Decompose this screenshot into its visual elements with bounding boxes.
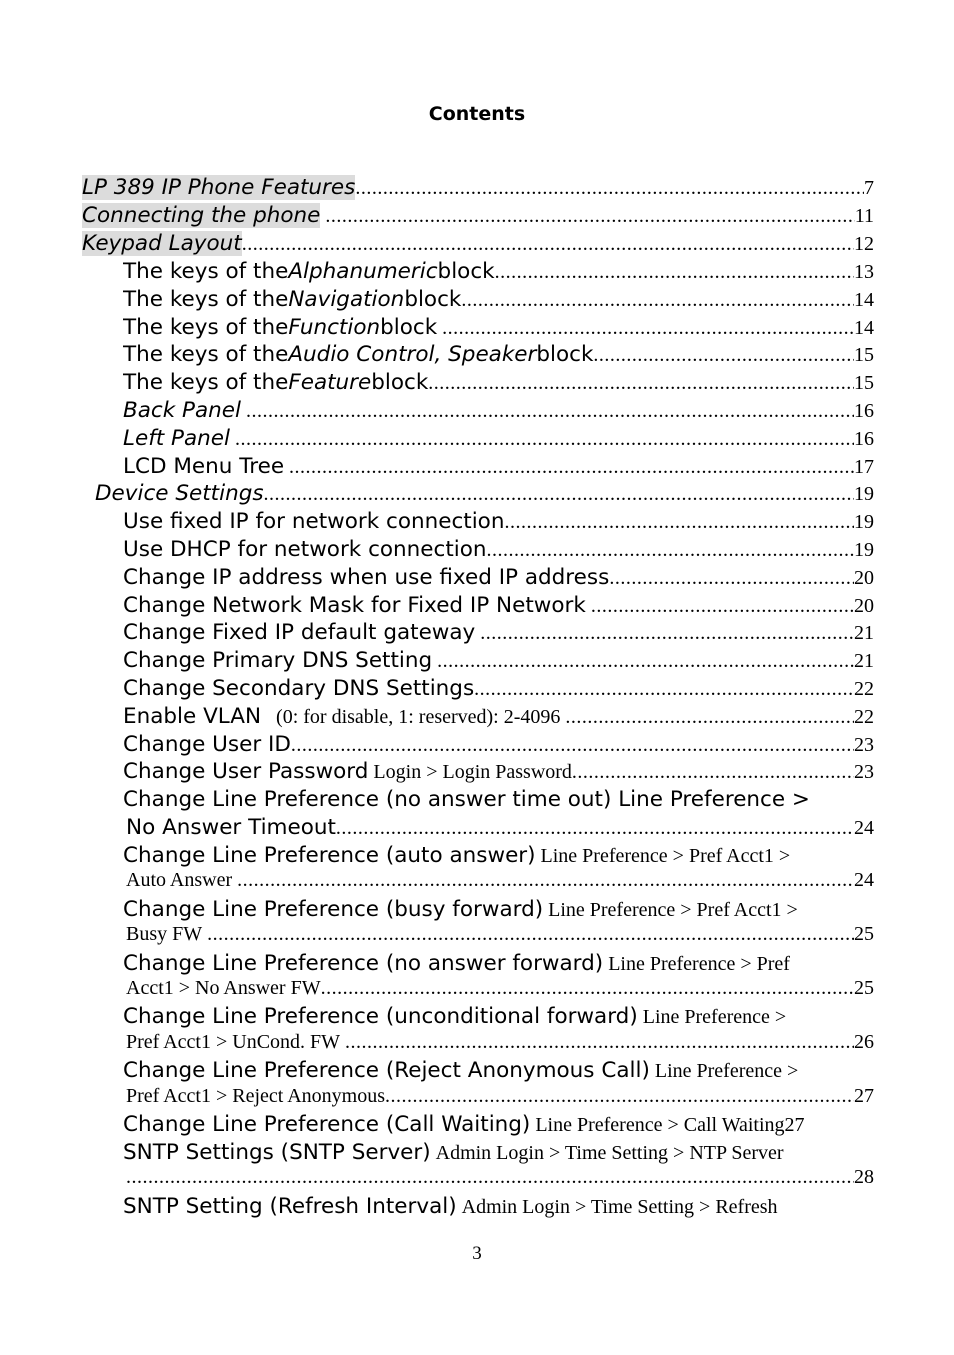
toc-entry[interactable]	[123, 732, 874, 760]
toc-page-number: 16	[854, 428, 874, 450]
toc-entry-subtitle: (0: for disable, 1: reserved): 2-4096	[276, 706, 561, 728]
toc-entry-subtitle: Line Preference > Pref Acct1 >	[540, 845, 791, 867]
toc-entry-title: Use DHCP for network connection	[123, 537, 487, 562]
toc-entry[interactable]	[82, 231, 874, 259]
toc-page-number: 12	[854, 233, 874, 255]
toc-page-number: 11	[854, 205, 874, 227]
toc-page-number: 13	[854, 261, 874, 283]
toc-entry-title: Change Line Preference (auto answer)	[123, 843, 536, 868]
toc-entry[interactable]	[123, 537, 874, 565]
toc-entry-line[interactable]	[123, 843, 874, 871]
toc-entry-line[interactable]	[123, 1140, 874, 1168]
toc-page-number: 19	[854, 539, 874, 561]
toc-entry-subtitle: Login > Login Password	[373, 761, 572, 783]
toc-entry-title: SNTP Setting (Refresh Interval)	[123, 1194, 457, 1219]
toc-page-number: 19	[854, 483, 874, 505]
toc-entry[interactable]	[123, 1112, 876, 1140]
toc-entry[interactable]	[123, 648, 874, 676]
toc-entry-continuation[interactable]: Auto Answer ..... 24	[126, 869, 874, 897]
toc-entry-title: Change Line Preference (no answer forward)	[123, 951, 604, 976]
toc-entry[interactable]	[82, 175, 874, 203]
toc-entry-title: Left Panel	[123, 426, 231, 451]
toc-entry-title: Change User ID	[123, 732, 291, 757]
toc-entry[interactable]	[123, 704, 874, 732]
toc-entry-title: Change Secondary DNS Settings	[123, 676, 475, 701]
toc-page-number: 22	[854, 706, 874, 728]
toc-entry[interactable]: The keys of the Navigation block ..... 14	[123, 287, 874, 315]
toc-entry-title: Device Settings	[95, 481, 264, 506]
toc-entry-line[interactable]	[123, 1058, 874, 1086]
toc-page-number: 22	[854, 678, 874, 700]
toc-entry[interactable]	[123, 509, 874, 537]
toc-entry-line[interactable]	[123, 787, 874, 815]
toc-page-number: 19	[854, 511, 874, 533]
toc-page-number: 25	[854, 977, 874, 999]
toc-entry-title: Enable VLAN	[123, 704, 262, 729]
toc-entry[interactable]: The keys of the Alphanumeric block ..... 13	[123, 259, 874, 287]
toc-page-number: 15	[854, 372, 874, 394]
toc-entry-subtitle: Line Preference >	[642, 1006, 787, 1028]
toc-entry-title: Change Line Preference (busy forward)	[123, 897, 544, 922]
toc-entry-line[interactable]	[123, 897, 874, 925]
toc-entry[interactable]	[123, 593, 874, 621]
toc-entry-subtitle: Line Preference > Call Waiting	[535, 1114, 785, 1136]
toc-entry[interactable]	[123, 426, 874, 454]
contents-heading: Contents	[428, 103, 526, 125]
toc-entry-continuation[interactable]: Pref Acct1 > UnCond. FW ..... 26	[126, 1031, 874, 1059]
toc-page-number: 26	[854, 1031, 874, 1053]
toc-page-number: 14	[854, 289, 874, 311]
toc-entry-title: Change Line Preference (Call Waiting)	[123, 1112, 531, 1137]
toc-entry-subtitle: Line Preference >	[654, 1060, 799, 1082]
toc-page-number: 7	[864, 177, 874, 199]
toc-page-number: 25	[854, 923, 874, 945]
toc-entry-title: Change User Password	[123, 759, 369, 784]
toc-entry-title: Change Network Mask for Fixed IP Network	[123, 593, 586, 618]
toc-page-number: 21	[854, 650, 874, 672]
toc-page-number: 27	[854, 1085, 874, 1107]
toc-entry-continuation[interactable]: Busy FW ..... 25	[126, 923, 874, 951]
toc-page-number: 28	[854, 1166, 874, 1188]
toc-entry-continuation[interactable]	[126, 1166, 874, 1194]
toc-page-number: 15	[854, 344, 874, 366]
toc-entry-title: Change Primary DNS Setting	[123, 648, 433, 673]
toc-page-number: 20	[854, 595, 874, 617]
toc-entry[interactable]: The keys of the Feature block ..... 15	[123, 370, 874, 398]
toc-entry-line[interactable]	[123, 951, 874, 979]
toc-entry-continuation[interactable]: Pref Acct1 > Reject Anonymous ..... 27	[126, 1085, 874, 1113]
toc-entry[interactable]	[123, 620, 874, 648]
toc-entry-line[interactable]	[123, 1194, 874, 1222]
toc-entry-title: Back Panel	[123, 398, 241, 423]
toc-page-number: 27	[784, 1114, 805, 1136]
toc-entry-continuation[interactable]: Acct1 > No Answer FW ..... 25	[126, 977, 874, 1005]
toc-entry-title: SNTP Settings (SNTP Server)	[123, 1140, 431, 1165]
toc-entry-line[interactable]	[123, 1004, 874, 1032]
toc-entry-subtitle: Line Preference > Pref	[608, 953, 790, 975]
toc-page-number: 20	[854, 567, 874, 589]
toc-entry-subtitle: Admin Login > Time Setting > Refresh	[461, 1196, 778, 1218]
toc-entry[interactable]	[123, 759, 874, 787]
toc-entry-title: LCD Menu Tree	[123, 454, 285, 479]
toc-entry[interactable]: The keys of the Function block ..... 14	[123, 315, 874, 343]
toc-entry-title: LP 389 IP Phone Features	[82, 175, 356, 200]
toc-page-number: 24	[854, 817, 874, 839]
toc-entry-subtitle: Line Preference > Pref Acct1 >	[548, 899, 798, 921]
toc-entry-title: Keypad Layout	[82, 231, 242, 256]
toc-page-number: 17	[854, 456, 874, 478]
toc-entry-title: Change Line Preference (Reject Anonymous Call)	[123, 1058, 650, 1083]
toc-entry-title: Change Line Preference (unconditional forward)	[123, 1004, 638, 1029]
toc-entry-subtitle: Admin Login > Time Setting > NTP Server	[435, 1142, 784, 1164]
toc-entry[interactable]	[123, 454, 874, 482]
toc-entry[interactable]	[123, 398, 874, 426]
page-number: 3	[472, 1243, 482, 1264]
toc-page-number: 23	[854, 761, 874, 783]
toc-entry-continuation[interactable]: No Answer Timeout ..... 24	[126, 815, 874, 843]
toc-page-number: 21	[854, 622, 874, 644]
toc-entry-title: Change Line Preference (no answer time out) Line Preference >	[123, 787, 810, 812]
toc-page-number: 14	[854, 317, 874, 339]
toc-entry[interactable]: The keys of the Audio Control, Speaker block ..... 15	[123, 342, 874, 370]
toc-entry[interactable]	[123, 565, 874, 593]
toc-entry[interactable]	[82, 203, 874, 231]
toc-page-number: 24	[854, 869, 874, 891]
toc-page-number: 23	[854, 734, 874, 756]
toc-entry-title: Change IP address when use fixed IP address	[123, 565, 610, 590]
toc-entry[interactable]	[95, 481, 874, 509]
toc-page-number: 16	[854, 400, 874, 422]
toc-entry[interactable]	[123, 676, 874, 704]
toc-entry-title: Connecting the phone	[82, 203, 321, 228]
toc-entry-title: Change Fixed IP default gateway	[123, 620, 476, 645]
toc-entry-title: Use fixed IP for network connection	[123, 509, 505, 534]
